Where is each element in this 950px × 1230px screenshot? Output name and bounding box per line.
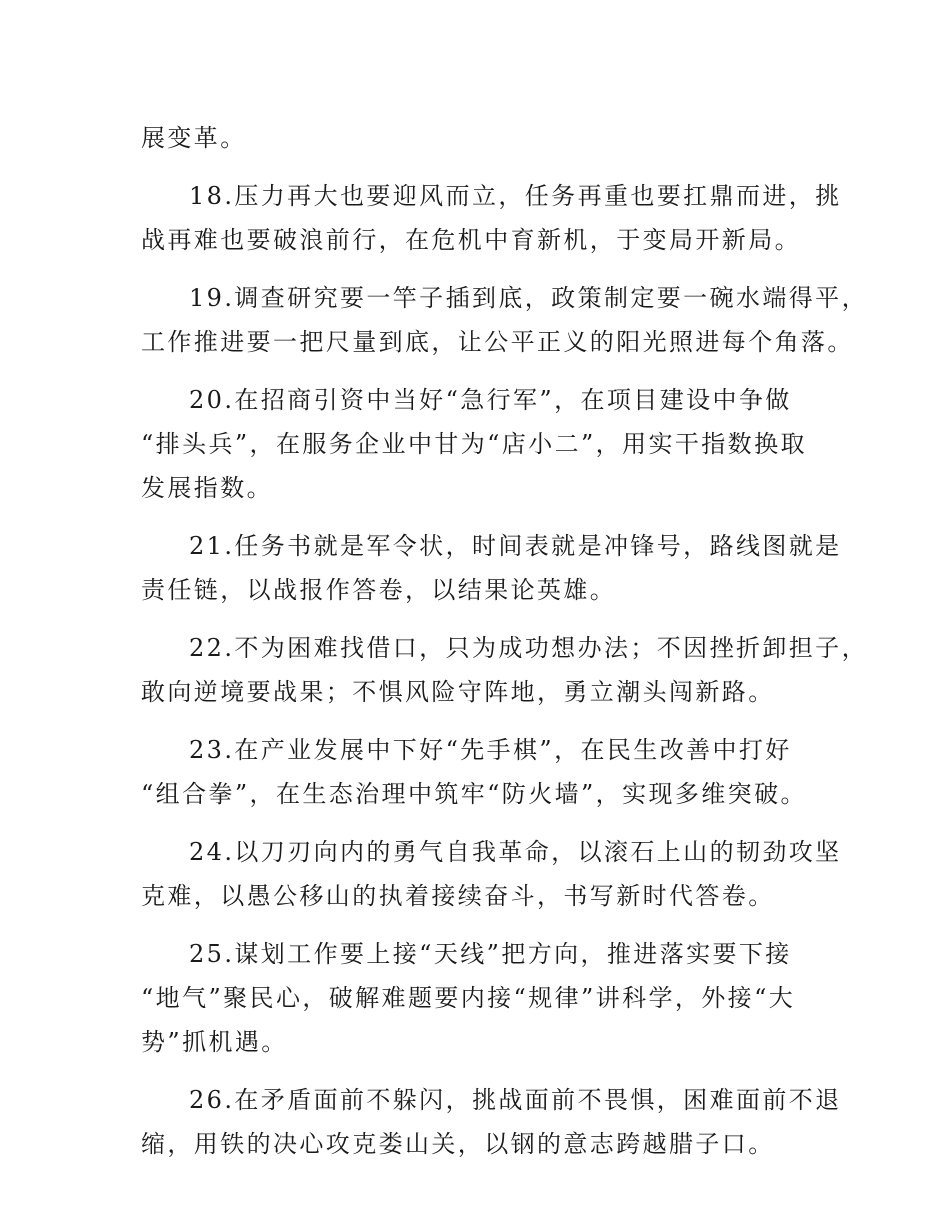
paragraph-line: 敢向逆境要战果；不惧风险守阵地，勇立潮头闯新路。	[141, 678, 775, 706]
paragraph-line: 18.压力再大也要迎风而立，任务再重也要扛鼎而进，挑	[189, 182, 842, 210]
paragraph-line: “排头兵”，在服务企业中甘为“店小二”，用实干指数换取	[141, 430, 807, 458]
paragraph-18	[141, 174, 842, 262]
paragraph-line: 战再难也要破浪前行，在危机中育新机，于变局开新局。	[141, 226, 801, 254]
paragraph-17-continuation	[141, 116, 813, 160]
paragraph-line: “组合拳”，在生态治理中筑牢“防火墙”，实现多维突破。	[141, 780, 807, 808]
paragraph-line: 势”抓机遇。	[141, 1028, 288, 1056]
document-body	[141, 116, 868, 1180]
paragraph-line: 19.调查研究要一竿子插到底，政策制定要一碗水端得平，	[189, 284, 868, 312]
paragraph-line: 23.在产业发展中下好“先手棋”，在民生改善中打好	[189, 736, 792, 764]
paragraph-line: 25.谋划工作要上接“天线”把方向，推进落实要下接	[189, 940, 792, 968]
paragraph-line: 发展指数。	[141, 474, 273, 502]
paragraph-line: 26.在矛盾面前不躲闪，挑战面前不畏惧，困难面前不退	[189, 1086, 842, 1114]
paragraph-22	[141, 626, 868, 714]
paragraph-21	[141, 524, 842, 612]
paragraph-line: 20.在招商引资中当好“急行军”，在项目建设中争做	[189, 386, 792, 414]
paragraph-line: 21.任务书就是军令状，时间表就是冲锋号，路线图就是	[189, 532, 842, 560]
paragraph-line: 22.不为困难找借口，只为成功想办法；不因挫折卸担子，	[189, 634, 868, 662]
paragraph-25	[141, 932, 813, 1064]
paragraph-line: 缩，用铁的决心攻克娄山关，以钢的意志跨越腊子口。	[141, 1130, 775, 1158]
paragraph-19	[141, 276, 868, 364]
paragraph-line: “地气”聚民心，破解难题要内接“规律”讲科学，外接“大	[141, 984, 796, 1012]
paragraph-line: 工作推进要一把尺量到底，让公平正义的阳光照进每个角落。	[141, 328, 854, 356]
paragraph-line: 克难，以愚公移山的执着接续奋斗，书写新时代答卷。	[141, 882, 775, 910]
paragraph-24	[141, 830, 842, 918]
paragraph-20	[141, 378, 813, 510]
paragraph-line: 展变革。	[141, 124, 247, 152]
paragraph-line: 24.以刀刃向内的勇气自我革命，以滚石上山的韧劲攻坚	[189, 838, 842, 866]
paragraph-23	[141, 728, 813, 816]
paragraph-line: 责任链，以战报作答卷，以结果论英雄。	[141, 576, 617, 604]
paragraph-26	[141, 1078, 842, 1166]
